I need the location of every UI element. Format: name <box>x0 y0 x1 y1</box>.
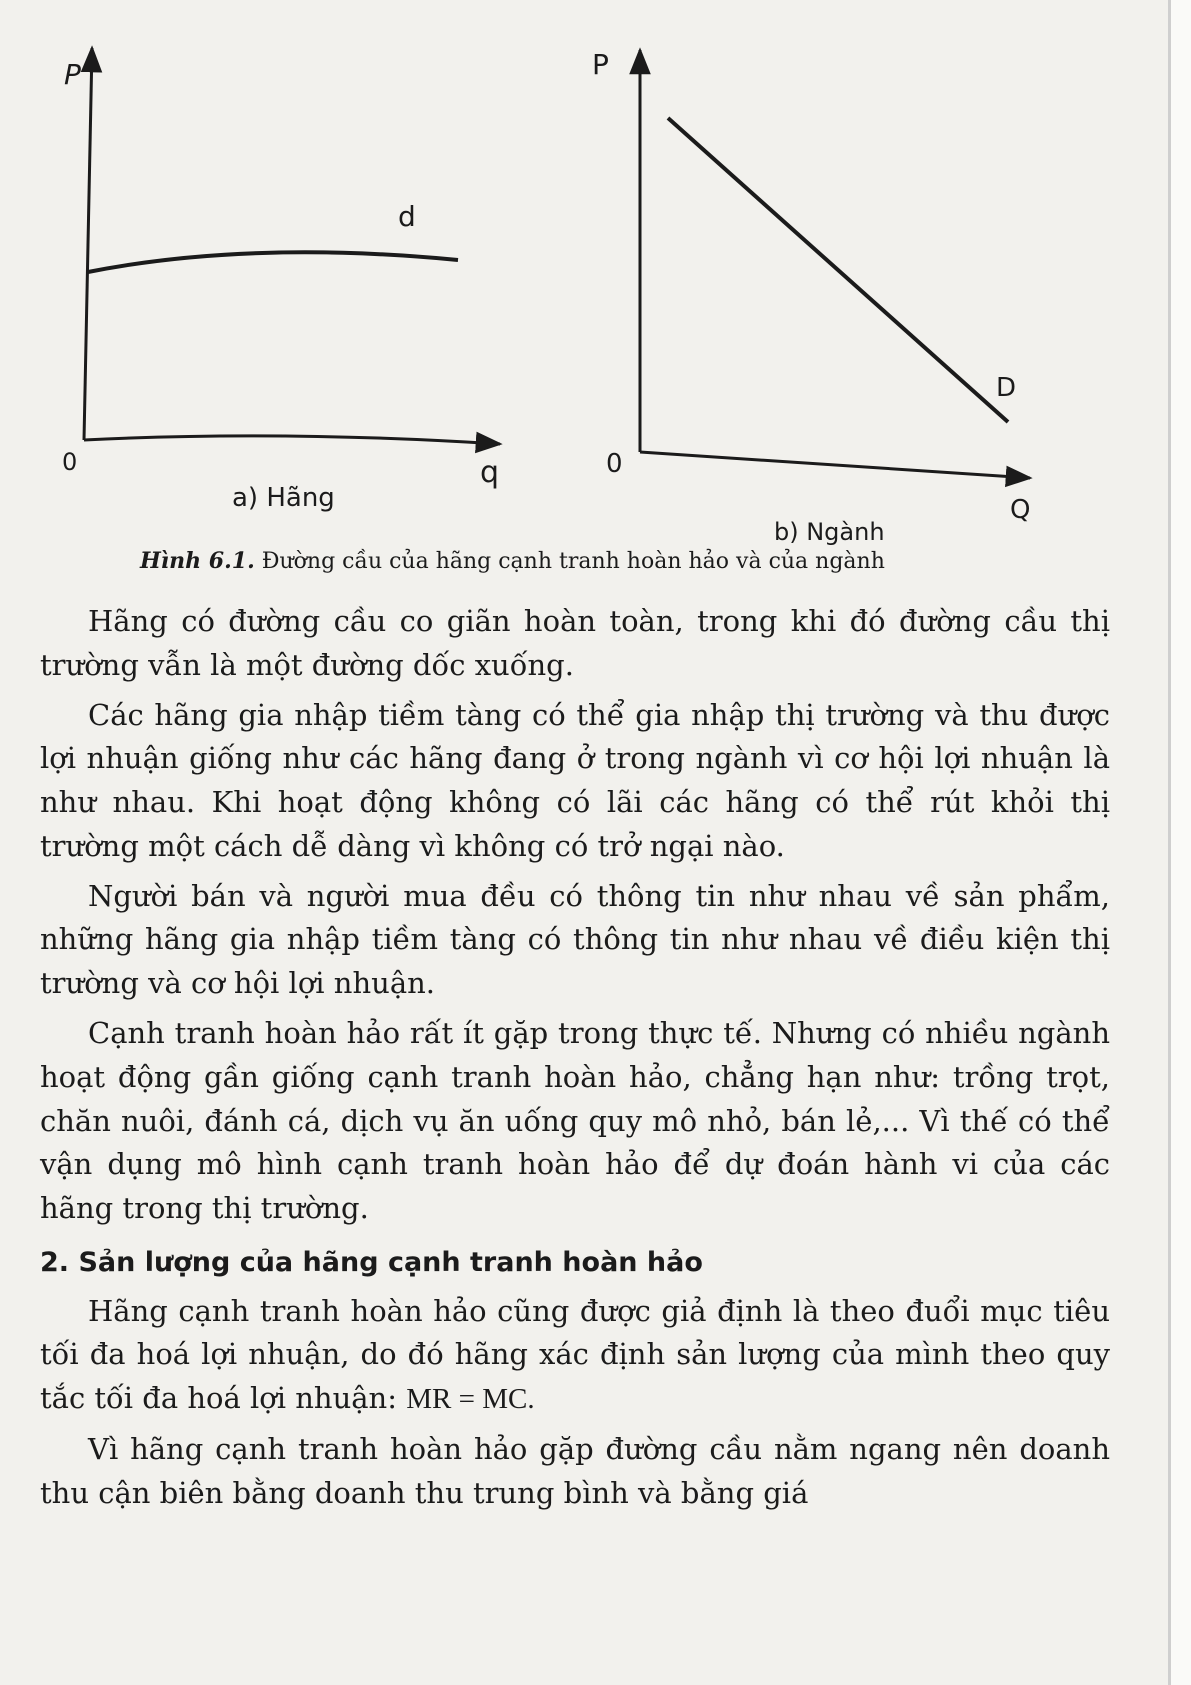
paragraph-2: Các hãng gia nhập tiềm tàng có thể gia nhập thị trường và thu được lợi nhuận giống như các hãng đang ở trong ngành vì cơ hội lợi nhuận là như nhau. Khi hoạt động không có lãi các hãng có thể rút khỏi thị trường một cách dễ dàng vì không có trở ngại nào. <box>40 697 1110 863</box>
panel-b-y-label: P <box>592 48 609 81</box>
panel-a-origin-label: 0 <box>62 448 78 476</box>
panel-b-x-label: Q <box>1010 495 1031 525</box>
body-text <box>40 600 1110 1522</box>
panel-a-x-label: q <box>480 455 500 490</box>
figure-6-1 <box>0 0 1160 590</box>
panel-a-subtitle: a) Hãng <box>232 483 335 513</box>
caption-label: Hình 6.1. <box>140 548 255 574</box>
paragraph-3: Người bán và người mua đều có thông tin như nhau về sản phẩm, những hãng gia nhập tiềm tàng có thông tin như nhau về điều kiện thị trường và cơ hội lợi nhuận. <box>40 878 1110 1001</box>
section-heading: 2. Sản lượng của hãng cạnh tranh hoàn hảo <box>40 1246 703 1278</box>
panel-a-demand-curve-d <box>88 252 458 272</box>
section-paragraph-2: Vì hãng cạnh tranh hoàn hảo gặp đường cầu nằm ngang nên doanh thu cận biên bằng doanh thu trung bình và bằng giá <box>40 1432 1110 1510</box>
caption-text: Đường cầu của hãng cạnh tranh hoàn hảo và của ngành <box>254 549 885 574</box>
panel-b-origin-label: 0 <box>606 449 623 479</box>
panel-b-demand-curve-D <box>668 118 1008 422</box>
profit-max-formula: MR = MC. <box>406 1383 535 1416</box>
page-edge <box>1168 0 1191 1685</box>
panel-a-x-axis <box>84 436 500 444</box>
paragraph-1: Hãng có đường cầu co giãn hoàn toàn, trong khi đó đường cầu thị trường vẫn là một đường dốc xuống. <box>40 604 1110 682</box>
panel-b-x-axis <box>640 452 1030 478</box>
panel-a-y-axis <box>84 48 92 440</box>
paragraph-4: Cạnh tranh hoàn hảo rất ít gặp trong thực tế. Nhưng có nhiều ngành hoạt động gần giống cạnh tranh hoàn hảo, chẳng hạn như: trồng trọt, chăn nuôi, đánh cá, dịch vụ ăn uống quy mô nhỏ, bán lẻ,... Vì thế có thể vận dụng mô hình cạnh tranh hoàn hảo để dự đoán hành vi của các hãng trong thị trường. <box>40 1016 1110 1226</box>
panel-a-y-label: P <box>64 58 81 91</box>
panel-a <box>62 48 500 513</box>
section-paragraph-1 <box>40 1290 1110 1422</box>
panel-b <box>592 48 1030 546</box>
figure-caption <box>140 548 1040 574</box>
section-paragraph-1-text: Hãng cạnh tranh hoàn hảo cũng được giả định là theo đuổi mục tiêu tối đa hoá lợi nhuận, do đó hãng xác định sản lượng của mình theo quy tắc tối đa hoá lợi nhuận: <box>40 1293 1110 1416</box>
panel-b-subtitle: b) Ngành <box>774 518 885 546</box>
panel-a-curve-label: d <box>398 200 416 233</box>
figure-svg <box>0 0 1160 590</box>
panel-b-curve-label: D <box>996 373 1017 403</box>
